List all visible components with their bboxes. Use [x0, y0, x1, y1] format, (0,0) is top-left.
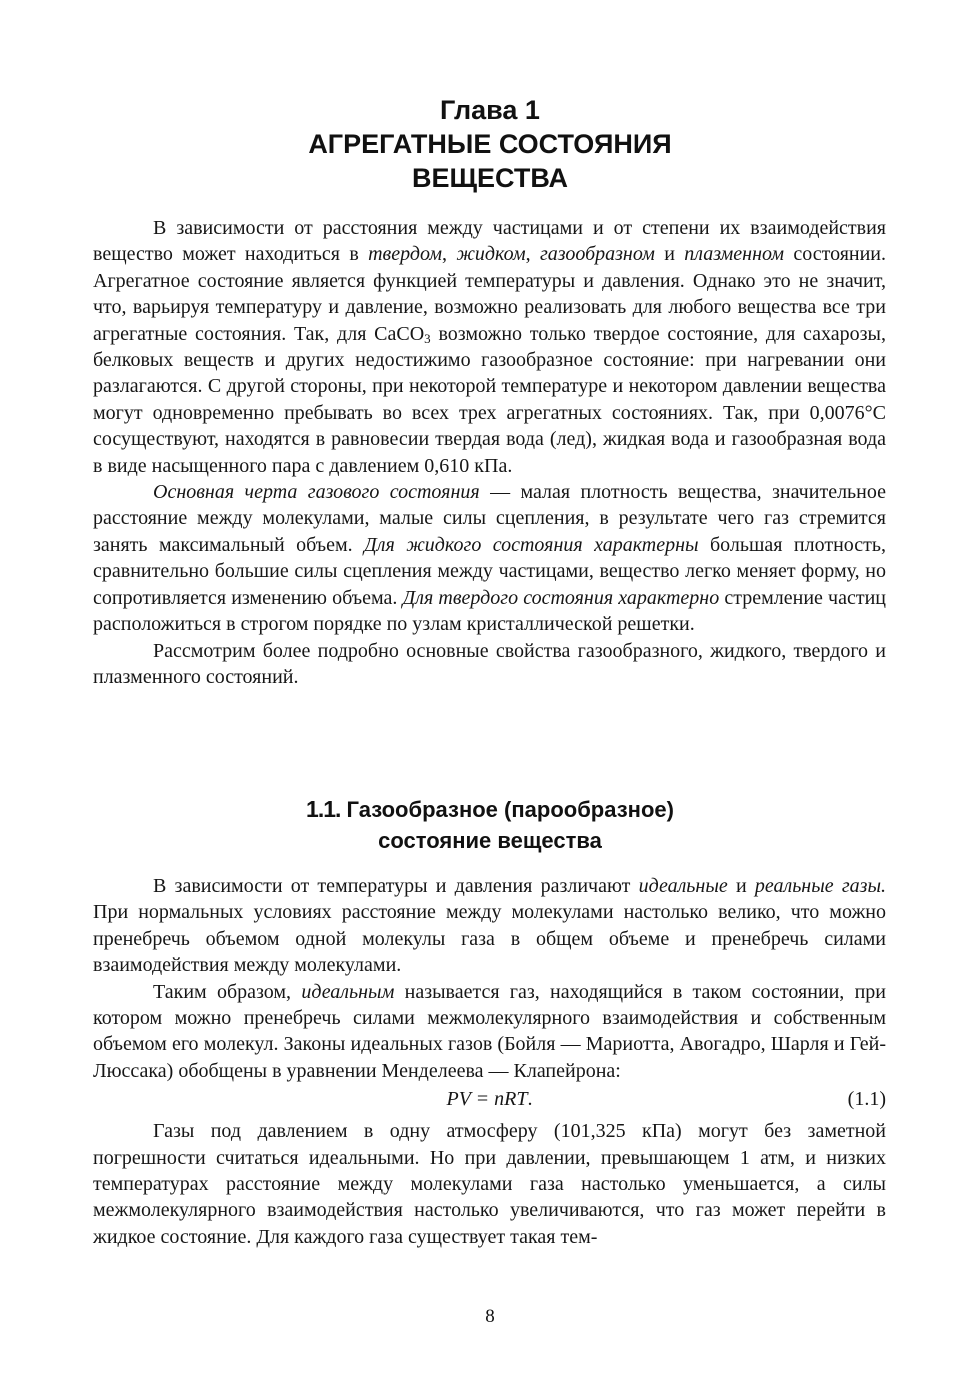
chapter-title-line1: АГРЕГАТНЫЕ СОСТОЯНИЯ — [308, 129, 672, 159]
intro-paragraph-1: В зависимости от расстояния между частицами и от степени их взаимодействия вещество может находиться в твердом, жидком, газообразном и плазменном состоянии. Агрегатное состояние является функцией температуры и давления. Однако это не значит, что, варьируя температуру и давление, возможно реализовать для любого вещества все три агрегатные состояния. Так, для CaCO$_3$ возможно только твердое состояние, для сахарозы, белковых веществ и других недостижимо газообразное состояние: при нагревании они разлагаются. С другой стороны, при некоторой температуре и некотором давлении вещества могут одновременно пребывать во всех трех агрегатных состояниях. Так, при 0,0076°С сосуществуют, находятся в равновесии твердая вода (лед), жидкая вода и газообразная вода в виде насыщенного пара с давлением 0,610 кПа. — [93, 217, 887, 477]
intro-text — [93, 215, 886, 690]
chapter-heading — [0, 93, 980, 195]
intro-paragraph-2: Основная черта газового состояния — малая плотность вещества, значительное расстояние между молекулами, малые силы сцепления, в результате чего газ стремится занять максимальный объем. Для жидкого состояния характерны большая плотность, сравнительно большие силы сцепления между частицами, вещество легко меняет форму, но сопротивляется изменению объема. Для твердого состояния характерно стремление частиц расположиться в строгом порядке по узлам кристаллической решетки. — [93, 481, 887, 636]
equation — [93, 1086, 886, 1116]
section-title-line1: 1.1. Газообразное (парообразное) — [306, 796, 674, 822]
equation-expression: PV = nRT. — [446, 1088, 533, 1111]
section-text — [93, 873, 886, 1250]
page-number: 8 — [485, 1306, 495, 1327]
chapter-title-line2: ВЕЩЕСТВА — [411, 163, 568, 193]
intro-paragraph-3: Рассмотрим более подробно основные свойства газообразного, жидкого, твердого и плазменного состояний. — [93, 639, 886, 688]
section-paragraph-1: В зависимости от температуры и давления различают идеальные и реальные газы. При нормальных условиях расстояние между молекулами настолько велико, что можно пренебречь объемом одной молекулы газа в общем объеме и пренебречь силами взаимодействия между молекулами. — [93, 875, 886, 977]
section-heading — [0, 794, 980, 856]
chapter-label: Глава 1 — [440, 95, 540, 125]
section-paragraph-2: Таким образом, идеальным называется газ, находящийся в таком состоянии, при котором можно пренебречь силами межмолекулярного взаимодействия и собственным объемом его молекул. Законы идеальных газов (Бойля — Мариотта, Авогадро, Шарля и Гей-Люссака) обобщены в уравнении Менделеева — Клапейрона: — [93, 980, 886, 1082]
section-title-line2: состояние вещества — [378, 828, 602, 853]
section-number: 1.1. — [306, 796, 341, 822]
equation-number: (1.1) — [847, 1088, 886, 1111]
section-paragraph-3: Газы под давлением в одну атмосферу (101,325 кПа) могут без заметной погрешности считаться идеальными. Но при давлении, превышающем 1 атм, и низких температурах расстояние между молекулами газа настолько уменьшается, а силы межмолекулярного взаимодействия настолько увеличиваются, что газ может перейти в жидкое состояние. Для каждого газа существует такая тем- — [93, 1120, 886, 1248]
